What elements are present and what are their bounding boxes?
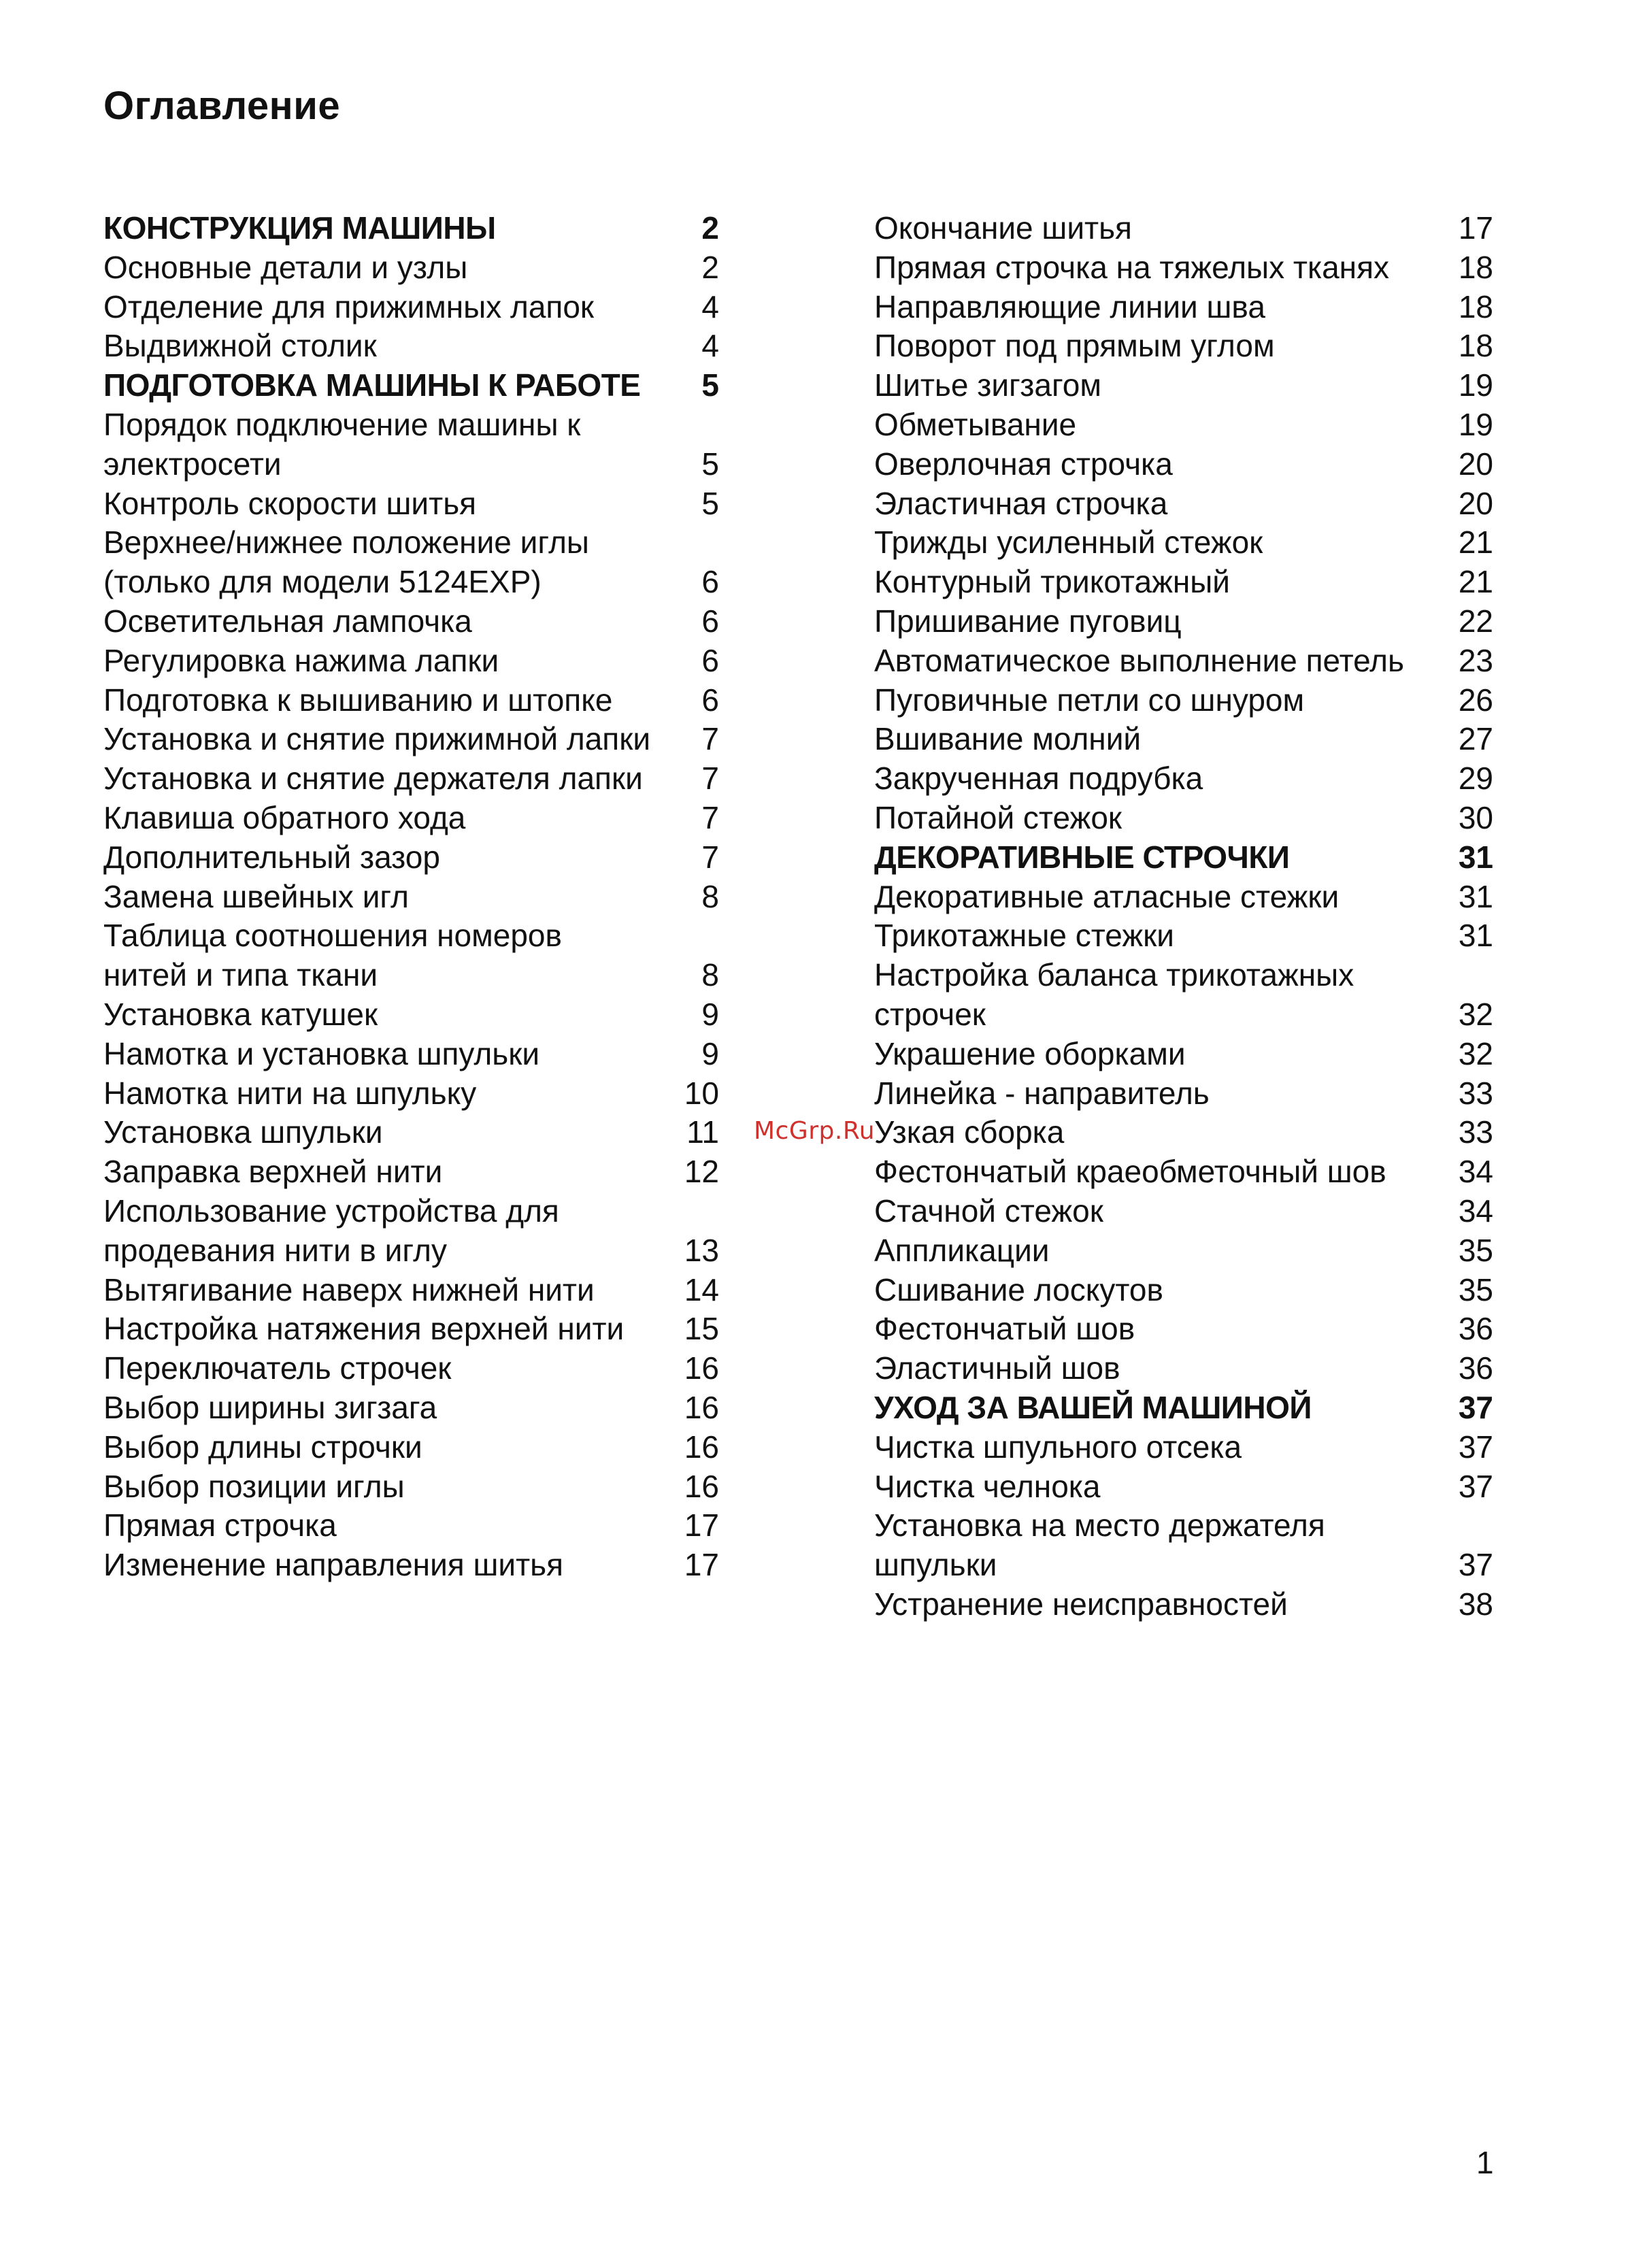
toc-entry-title: Направляющие линии шва — [874, 288, 1265, 324]
toc-entry-title: Клавиша обратного хода — [103, 799, 466, 835]
toc-entry-page: 35 — [1458, 1271, 1493, 1307]
toc-entry — [874, 1192, 1493, 1231]
toc-entry — [874, 563, 1493, 602]
toc-entry-page: 17 — [684, 1547, 719, 1583]
toc-entry-title: Узкая сборка — [874, 1114, 1065, 1150]
toc-entry-page: 6 — [701, 642, 719, 678]
toc-entry — [874, 248, 1493, 288]
toc-entry — [103, 1035, 719, 1074]
toc-entry-page: 18 — [1458, 328, 1493, 364]
toc-entry-page: 2 — [701, 210, 719, 246]
toc-entry-page: 21 — [1458, 524, 1493, 561]
toc-entry-title: Шитье зигзагом — [874, 367, 1101, 403]
toc-entry-page: 16 — [684, 1468, 719, 1504]
toc-entry — [103, 681, 719, 720]
toc-entry — [874, 288, 1493, 327]
toc-entry-title: Аппликации — [874, 1232, 1050, 1268]
toc-entry-page: 36 — [1458, 1311, 1493, 1347]
toc-entry-title: Вытягивание наверх нижней нити — [103, 1271, 595, 1307]
toc-right-column — [874, 209, 1493, 1624]
toc-entry — [874, 1310, 1493, 1349]
toc-entry-title: Установка шпульки — [103, 1114, 383, 1150]
toc-entry-page: 31 — [1458, 918, 1493, 954]
toc-entry — [874, 681, 1493, 720]
toc-entry-title: Основные детали и узлы — [103, 249, 468, 285]
toc-entry-page: 37 — [1458, 1468, 1493, 1504]
toc-entry — [874, 405, 1493, 445]
toc-entry — [874, 523, 1493, 563]
toc-entry-page: 38 — [1458, 1586, 1493, 1622]
toc-entry — [103, 405, 719, 484]
toc-entry — [874, 1035, 1493, 1074]
toc-entry — [103, 248, 719, 288]
toc-entry-page: 31 — [1458, 839, 1493, 875]
toc-entry-title: Вшивание молний — [874, 721, 1142, 757]
toc-entry-page: 8 — [701, 878, 719, 914]
toc-entry-title: Намотка нити на шпульку — [103, 1075, 477, 1111]
toc-entry-title: Дополнительный зазор — [103, 839, 440, 875]
toc-entry-title: Настройка баланса трикотажных строчек — [874, 957, 1354, 1032]
toc-entry-title: Намотка и установка шпульки — [103, 1035, 540, 1071]
toc-entry-title: КОНСТРУКЦИЯ МАШИНЫ — [103, 210, 496, 246]
toc-entry — [103, 1152, 719, 1192]
toc-entry-page: 17 — [684, 1507, 719, 1544]
toc-section-heading — [103, 209, 719, 248]
toc-entry — [874, 720, 1493, 759]
toc-entry-title: Выбор ширины зигзага — [103, 1389, 437, 1425]
toc-entry-page: 29 — [1458, 761, 1493, 797]
toc-entry — [103, 1192, 719, 1271]
toc-entry-page: 37 — [1458, 1389, 1493, 1425]
toc-entry — [103, 1349, 719, 1388]
toc-entry — [103, 995, 719, 1035]
toc-entry-page: 7 — [701, 839, 719, 875]
toc-entry-page: 18 — [1458, 288, 1493, 324]
toc-entry-page: 32 — [1458, 1035, 1493, 1071]
toc-entry — [103, 602, 719, 641]
toc-entry-page: 14 — [684, 1271, 719, 1307]
toc-entry — [103, 1506, 719, 1546]
toc-entry-page: 37 — [1458, 1429, 1493, 1465]
toc-entry-page: 21 — [1458, 564, 1493, 600]
toc-entry — [874, 1113, 1493, 1152]
toc-entry — [874, 1428, 1493, 1467]
toc-section-heading — [874, 838, 1493, 878]
toc-entry-title: Устранение неисправностей — [874, 1586, 1288, 1622]
toc-entry-title: Подготовка к вышиванию и штопке — [103, 682, 613, 718]
toc-entry-title: Фестончатый шов — [874, 1311, 1135, 1347]
toc-entry-page: 4 — [701, 288, 719, 324]
toc-entry — [103, 1310, 719, 1349]
toc-entry-page: 10 — [684, 1075, 719, 1111]
toc-entry-title: УХОД ЗА ВАШЕЙ МАШИНОЙ — [874, 1389, 1312, 1425]
toc-entry-title: Настройка натяжения верхней нити — [103, 1311, 625, 1347]
toc-entry — [874, 1506, 1493, 1585]
toc-entry-title: Стачной стежок — [874, 1193, 1103, 1229]
toc-entry-page: 5 — [701, 367, 719, 403]
toc-entry-title: Трикотажные стежки — [874, 918, 1174, 954]
toc-entry-title: Верхнее/нижнее положение иглы (только для модели 5124EXP) — [103, 524, 589, 600]
toc-entry-title: Переключатель строчек — [103, 1350, 452, 1386]
toc-entry-title: Регулировка нажима лапки — [103, 642, 499, 678]
toc-entry — [874, 759, 1493, 799]
toc-entry-title: Украшение оборками — [874, 1035, 1186, 1071]
toc-entry — [103, 1388, 719, 1428]
toc-entry-title: ПОДГОТОВКА МАШИНЫ К РАБОТЕ — [103, 367, 641, 403]
toc-entry-page: 30 — [1458, 799, 1493, 835]
toc-entry-page: 36 — [1458, 1350, 1493, 1386]
toc-entry-page: 20 — [1458, 446, 1493, 482]
toc-entry — [103, 523, 719, 602]
toc-entry-title: Потайной стежок — [874, 799, 1122, 835]
toc-entry-title: Поворот под прямым углом — [874, 328, 1275, 364]
toc-entry-page: 6 — [701, 603, 719, 639]
toc-entry-title: Прямая строчка — [103, 1507, 337, 1544]
toc-entry — [874, 1271, 1493, 1310]
toc-entry-page: 16 — [684, 1389, 719, 1425]
toc-entry-title: Пришивание пуговиц — [874, 603, 1182, 639]
toc-entry-title: Установка и снятие прижимной лапки — [103, 721, 651, 757]
toc-entry-page: 15 — [684, 1311, 719, 1347]
toc-entry — [103, 1074, 719, 1114]
toc-entry-title: Чистка шпульного отсека — [874, 1429, 1242, 1465]
toc-entry-title: Замена швейных игл — [103, 878, 409, 914]
page-title: Оглавление — [103, 84, 341, 128]
toc-entry-page: 35 — [1458, 1232, 1493, 1268]
toc-entry-title: Порядок подключение машины к электросети — [103, 406, 581, 482]
toc-entry-title: ДЕКОРАТИВНЫЕ СТРОЧКИ — [874, 839, 1290, 875]
toc-entry-page: 11 — [686, 1114, 719, 1150]
toc-entry-title: Установка и снятие держателя лапки — [103, 761, 643, 797]
toc-entry — [103, 720, 719, 759]
toc-entry-page: 8 — [701, 957, 719, 993]
toc-entry — [874, 1152, 1493, 1192]
toc-entry-title: Декоративные атласные стежки — [874, 878, 1340, 914]
page-number: 1 — [1476, 2145, 1494, 2180]
toc-entry-page: 7 — [701, 761, 719, 797]
toc-entry-title: Использование устройства для продевания нити в иглу — [103, 1193, 559, 1268]
toc-entry-title: Фестончатый краеобметочный шов — [874, 1154, 1386, 1190]
watermark: McGrp.Ru — [754, 1117, 876, 1145]
toc-entry-title: Установка катушек — [103, 996, 378, 1032]
toc-entry-page: 2 — [701, 249, 719, 285]
toc-entry — [103, 484, 719, 524]
toc-entry — [874, 484, 1493, 524]
toc-entry — [103, 1546, 719, 1585]
toc-entry-title: Таблица соотношения номеров нитей и типа ткани — [103, 918, 562, 993]
toc-entry-title: Трижды усиленный стежок — [874, 524, 1263, 561]
toc-entry-title: Выдвижной столик — [103, 328, 377, 364]
toc-entry-title: Эластичная строчка — [874, 485, 1168, 521]
toc-entry-title: Оверлочная строчка — [874, 446, 1173, 482]
toc-entry — [103, 327, 719, 366]
toc-entry-title: Закрученная подрубка — [874, 761, 1203, 797]
toc-entry-page: 34 — [1458, 1154, 1493, 1190]
toc-entry-page: 7 — [701, 721, 719, 757]
toc-entry-page: 37 — [1458, 1547, 1493, 1583]
toc-entry — [103, 916, 719, 995]
toc-entry-page: 31 — [1458, 878, 1493, 914]
toc-entry-title: Автоматическое выполнение петель — [874, 642, 1404, 678]
toc-entry — [874, 1231, 1493, 1271]
toc-entry-title: Обметывание — [874, 406, 1077, 442]
toc-entry-page: 9 — [701, 1035, 719, 1071]
toc-entry — [103, 1271, 719, 1310]
toc-entry — [103, 1428, 719, 1467]
toc-entry — [874, 641, 1493, 681]
toc-entry-page: 26 — [1458, 682, 1493, 718]
toc-entry-page: 33 — [1458, 1114, 1493, 1150]
toc-entry-page: 13 — [684, 1232, 719, 1268]
toc-entry — [874, 1585, 1493, 1624]
toc-entry-title: Осветительная лампочка — [103, 603, 472, 639]
toc-entry-page: 22 — [1458, 603, 1493, 639]
toc-entry — [874, 1467, 1493, 1507]
toc-entry-page: 18 — [1458, 249, 1493, 285]
toc-entry-page: 16 — [684, 1429, 719, 1465]
toc-entry — [103, 759, 719, 799]
toc-entry-title: Контурный трикотажный — [874, 564, 1231, 600]
toc-entry — [103, 288, 719, 327]
toc-entry — [103, 1113, 719, 1152]
toc-entry-page: 34 — [1458, 1193, 1493, 1229]
toc-entry-page: 5 — [701, 485, 719, 521]
toc-entry-page: 6 — [701, 682, 719, 718]
toc-entry-title: Установка на место держателя шпульки — [874, 1507, 1325, 1583]
toc-entry-page: 19 — [1458, 406, 1493, 442]
toc-entry — [874, 209, 1493, 248]
toc-entry — [874, 602, 1493, 641]
toc-section-heading — [874, 1388, 1493, 1428]
toc-entry-title: Контроль скорости шитья — [103, 485, 477, 521]
toc-entry — [874, 445, 1493, 484]
toc-entry-page: 9 — [701, 996, 719, 1032]
toc-entry — [103, 799, 719, 838]
toc-entry — [874, 366, 1493, 405]
toc-entry-title: Сшивание лоскутов — [874, 1271, 1163, 1307]
toc-entry-page: 17 — [1458, 210, 1493, 246]
toc-entry — [874, 327, 1493, 366]
toc-entry-title: Прямая строчка на тяжелых тканях — [874, 249, 1389, 285]
toc-entry-title: Отделение для прижимных лапок — [103, 288, 595, 324]
toc-entry-page: 4 — [701, 328, 719, 364]
toc-entry-title: Изменение направления шитья — [103, 1547, 564, 1583]
toc-entry-title: Чистка челнока — [874, 1468, 1101, 1504]
toc-entry-title: Эластичный шов — [874, 1350, 1120, 1386]
toc-entry-page: 12 — [684, 1154, 719, 1190]
toc-section-heading — [103, 366, 719, 405]
toc-entry-title: Окончание шитья — [874, 210, 1132, 246]
toc-entry-title: Линейка - направитель — [874, 1075, 1210, 1111]
toc-entry-title: Пуговичные петли со шнуром — [874, 682, 1305, 718]
toc-entry-page: 32 — [1458, 996, 1493, 1032]
toc-entry-page: 33 — [1458, 1075, 1493, 1111]
toc-entry-page: 23 — [1458, 642, 1493, 678]
toc-entry-page: 7 — [701, 799, 719, 835]
toc-entry-page: 19 — [1458, 367, 1493, 403]
toc-entry — [103, 641, 719, 681]
toc-entry — [874, 1349, 1493, 1388]
toc-entry — [874, 916, 1493, 956]
toc-entry — [874, 1074, 1493, 1114]
toc-entry — [103, 838, 719, 878]
toc-entry — [874, 799, 1493, 838]
toc-entry — [103, 1467, 719, 1507]
toc-entry-title: Выбор длины строчки — [103, 1429, 422, 1465]
toc-entry — [103, 878, 719, 917]
toc-entry-page: 6 — [701, 564, 719, 600]
toc-entry-page: 20 — [1458, 485, 1493, 521]
toc-entry — [874, 956, 1493, 1035]
toc-entry-title: Выбор позиции иглы — [103, 1468, 405, 1504]
toc-entry — [874, 878, 1493, 917]
toc-entry-title: Заправка верхней нити — [103, 1154, 443, 1190]
toc-left-column — [103, 209, 719, 1585]
toc-entry-page: 16 — [684, 1350, 719, 1386]
toc-entry-page: 27 — [1458, 721, 1493, 757]
toc-entry-page: 5 — [701, 446, 719, 482]
